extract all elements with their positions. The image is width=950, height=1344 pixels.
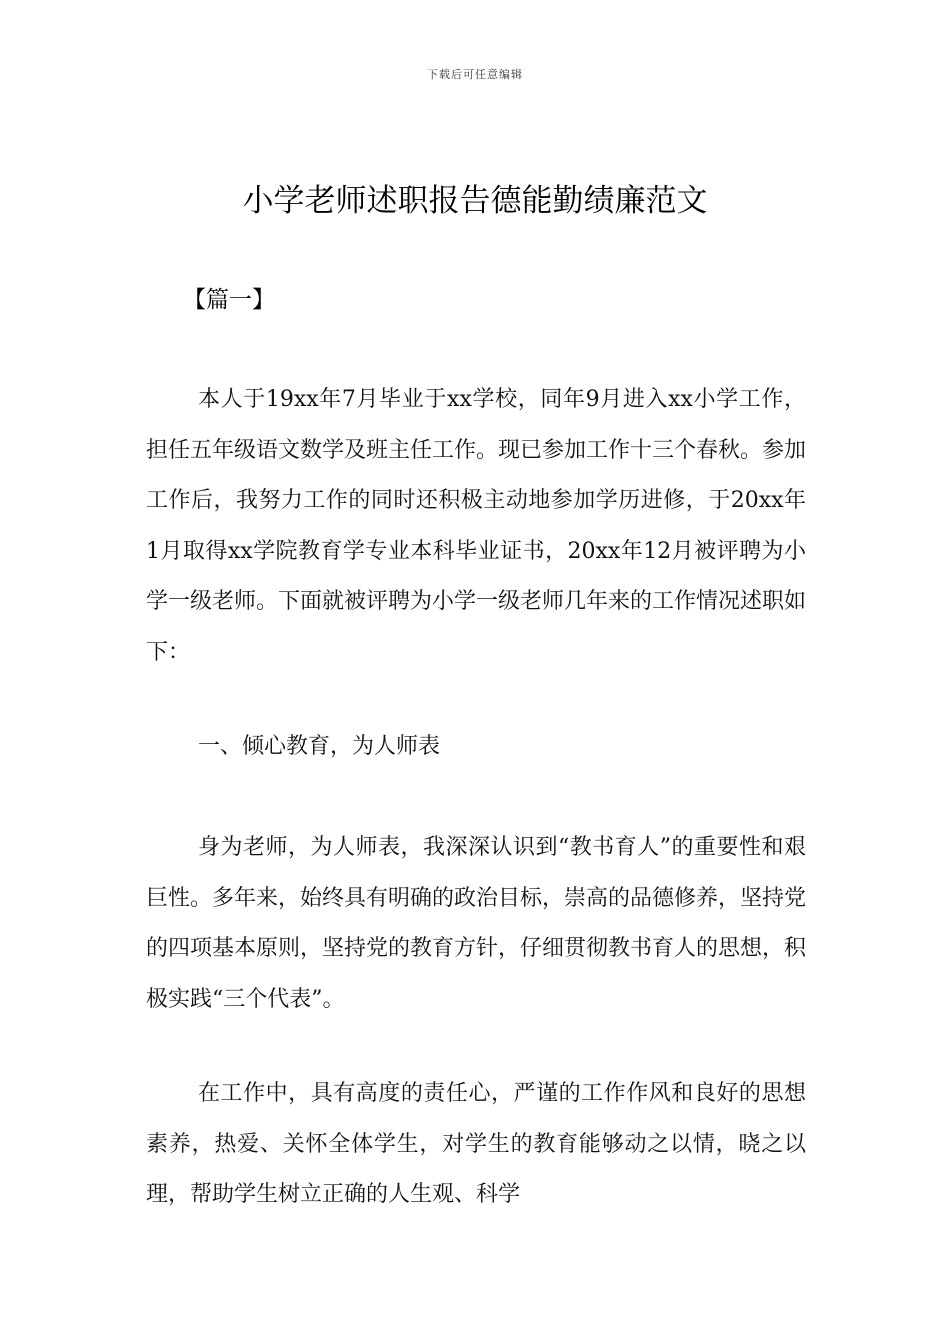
section-heading-1: 一、倾心教育，为人师表 (198, 734, 441, 759)
document-title: 小学老师述职报告德能勤绩廉范文 (242, 183, 708, 219)
section-label: 【篇一】 (183, 287, 275, 313)
header-note: 下载后可任意编辑 (427, 68, 523, 81)
paragraph-ethics: 身为老师，为人师表，我深深认识到“教书育人”的重要性和艰巨性。多年来，始终具有明确的政治目标，崇高的品德修养，坚持党的四项基本原则，坚持党的教育方针，仔细贯彻教书育人的思想，积极实践“三个代表”。 (146, 835, 807, 1012)
paragraph-work: 在工作中，具有高度的责任心，严谨的工作作风和良好的思想素养，热爱、关怀全体学生，对学生的教育能够动之以情，晓之以理，帮助学生树立正确的人生观、科学 (146, 1081, 806, 1207)
paragraph-intro: 本人于19xx年7月毕业于xx学校，同年9月进入xx小学工作，担任五年级语文数学及班主任工作。现已参加工作十三个春秋。参加工作后，我努力工作的同时还积极主动地参加学历进修，于20xx年1月取得xx学院教育学专业本科毕业证书，20xx年12月被评聘为小学一级老师。下面就被评聘为小学一级老师几年来的工作情况述职如下： (146, 387, 807, 665)
